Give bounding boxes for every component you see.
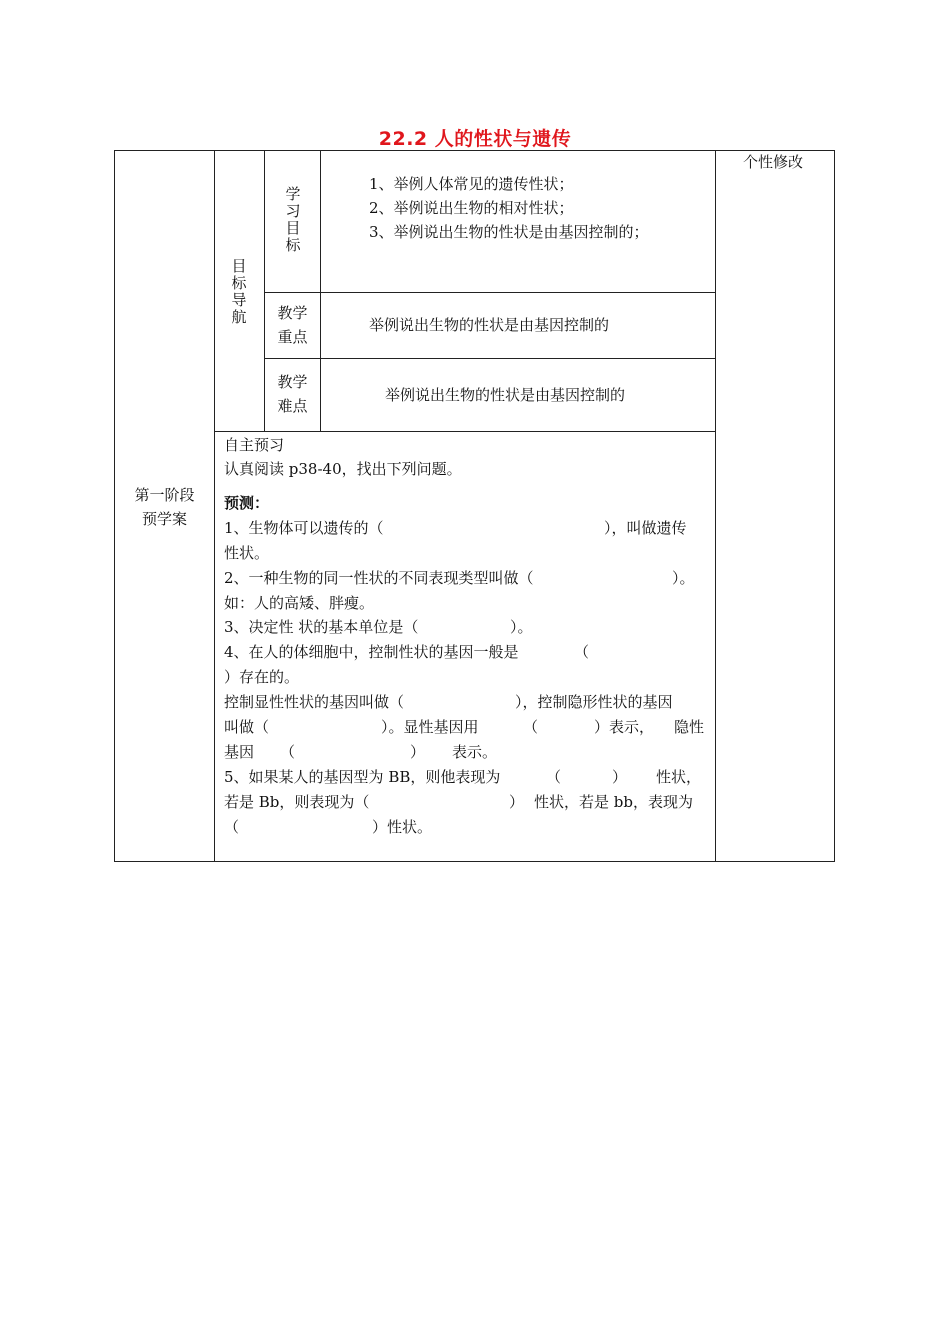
question-text: ）表示， (594, 718, 655, 736)
table-divider (715, 150, 716, 862)
difficult-point-label-line: 教学 (277, 373, 308, 391)
preview-instruction: 认真阅读 p38-40，找出下列问题。 (224, 460, 462, 478)
table-divider (214, 431, 715, 432)
question-text: 2、一种生物的同一性状的不同表现类型叫做（ (224, 569, 534, 587)
key-point-label (265, 301, 320, 349)
question-text: （ (574, 643, 590, 661)
preview-heading: 自主预习 (224, 436, 285, 454)
goal-navigation-label: 目标导航 (231, 257, 247, 326)
question-text: 基因 (224, 743, 255, 761)
question-text: ）。显性基因用 (381, 718, 479, 736)
question-text: 若是 Bb，则表现为（ (224, 793, 370, 811)
question-text: （ (280, 743, 296, 761)
table-divider (214, 150, 215, 862)
difficult-point-text: 举例说出生物的性状是由基因控制的 (385, 386, 626, 404)
question-text: （ (224, 818, 240, 836)
question-text: 4、在人的体细胞中，控制性状的基因一般是 (224, 643, 519, 661)
question-text: ），叫做遗传 (604, 519, 687, 537)
question-text: （ (546, 768, 562, 786)
difficult-point-label (265, 370, 320, 418)
question-text: 性状。 (224, 544, 270, 562)
question-text: ），控制隐形性状的基因 (515, 693, 673, 711)
learning-goals-label: 学习目标 (285, 185, 301, 254)
question-text: （ (523, 718, 539, 736)
question-text: 性状，若是 bb，表现为 (534, 793, 693, 811)
question-text: 5、如果某人的基因型为 BB，则他表现为 (224, 768, 501, 786)
table-divider (320, 150, 321, 431)
key-point-label-line: 教学 (277, 304, 308, 322)
goal-item: 2、举例说出生物的相对性状； (369, 199, 574, 217)
question-text: 3、决定性 状的基本单位是（ (224, 618, 419, 636)
personal-revision-header: 个性修改 (743, 153, 804, 171)
question-text: ）存在的。 (224, 668, 300, 686)
question-text: ） (410, 743, 426, 761)
question-text: 如：人的高矮、胖瘦。 (224, 594, 375, 612)
difficult-point-label-line: 难点 (277, 397, 308, 415)
preview-section-label: 预测： (224, 494, 270, 512)
question-text: ） (509, 793, 525, 811)
question-text: ）。 (510, 618, 533, 636)
key-point-text: 举例说出生物的性状是由基因控制的 (369, 316, 610, 334)
goal-item: 3、举例说出生物的性状是由基因控制的； (369, 223, 649, 241)
question-text: 1、生物体可以遗传的（ (224, 519, 384, 537)
stage-label-line: 第一阶段 (134, 486, 195, 504)
stage-label (115, 483, 214, 531)
page-title: 22.2 人的性状与遗传 (378, 128, 572, 150)
stage-label-line: 预学案 (141, 510, 187, 528)
question-text: ）。 (672, 569, 695, 587)
question-text: 表示。 (452, 743, 498, 761)
question-text: 性状， (656, 768, 702, 786)
question-text: 控制显性性状的基因叫做（ (224, 693, 405, 711)
key-point-label-line: 重点 (277, 328, 308, 346)
goal-item: 1、举例人体常见的遗传性状； (369, 175, 574, 193)
question-text: ） (612, 768, 628, 786)
question-text: 隐性 (674, 718, 705, 736)
question-text: ）性状。 (372, 818, 433, 836)
table-divider (264, 358, 715, 359)
table-divider (264, 292, 715, 293)
question-text: 叫做（ (224, 718, 270, 736)
